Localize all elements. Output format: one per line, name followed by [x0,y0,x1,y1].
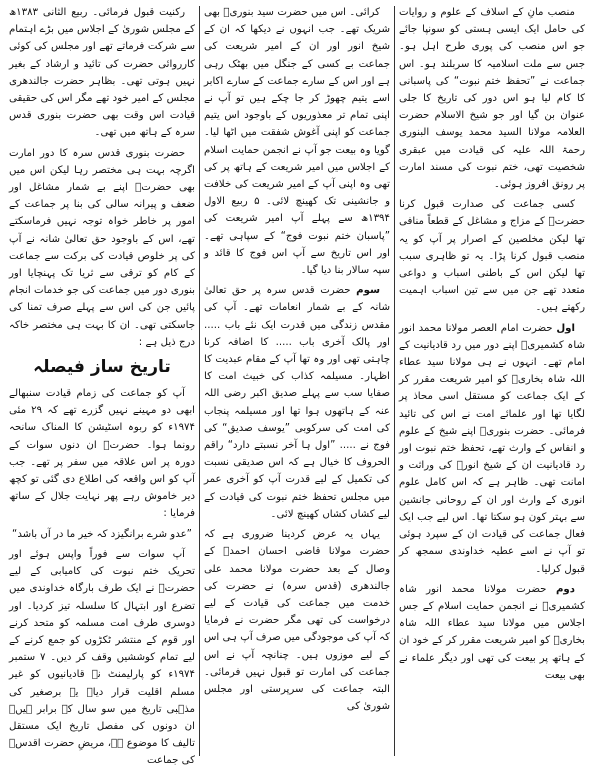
paragraph-text: حضرت مولانا محمد انور شاہ کشمیریؒ نے انجمن حمایت اسلام کے جس اجلاس میں مولانا سید عطاء اللہ شاہ بخاریؒ کو امیر شریعت مقرر کر کے خود ان کے ہاتھ پر بیعت کی تھی اور دیگر علماء نے بھی بیعت [399,583,585,681]
section-heading-first: اول [556,322,575,334]
paragraph: منصب مانِ کے اسلاف کے علوم و روایات کی حامل ایک ایسی ہستی کو سونپا جائے جو اس منصب کی پوری طرح اہل ہو۔ جس سے ملت اسلامیہ کا سربلند ہو۔ اس جماعت نے ”تحفظ ختم نبوت“ کی پاسبانی کا کام لیا ہو اس دور کی تاریخ کا جلی عنوان بن گیا اور جو شیخ الاسلام حضرت العلامہ مولانا السید محمد یوسف البنوری رحمۃ اللہ علیہ کی قیادت میں عبقری شخصیت تھی، ختم نبوت کی مسند امارت پر رونق افروز ہوئی۔ [399,7,585,191]
paragraph: حضرت بنوری قدس سرہ کا دور امارت اگرچہ بہت ہی مختصر رہا لیکن اس میں بھی حضرتؒ اپنے بے شمار مشاغل اور ضعف و پیرانہ سالی کی بنا پر جماعت کے امور پر خاطر خواہ توجہ نہیں فرماسکتے تھے، اس کے باوجود حق تعالیٰ شانہ نے آپ کی پر خلوص قیادت کی برکت سے جماعت کے کام کو ترقی سے ثریا تک پہنچایا اور بنوری دور میں جماعت کی جو خدمات انجام پائیں جن کی اس سے پہلے صرف تمنا کی جاسکتی تھی۔ ان کا بہت ہی مختصر خاکہ درج ذیل ہے : [9,147,195,348]
headline-historic-decision: تاریخ ساز فیصلہ [33,357,171,378]
verse-quote: ”عدو شرے برانگیزد کہ خیر ما در آں باشد“ [12,528,192,540]
column-right [399,4,585,758]
paragraph: آپ سوات سے فوراً واپس ہوئے اور تحریک ختم نبوت کی کامیابی کے لیے حضرتؒ نے ایک طرف بارگاہ خداوندی میں تضرع اور ابتہال کا سلسلہ تیز کردیا۔ اور دوسری طرف امت مسلمہ کو متحد کرنے اور قوم کے منتشر ٹکڑوں کو جمع کرنے کے لیے تمام کوششیں وقف کر دیں۔ ۷ ستمبر ۱۹۷۴ء کو پارلیمنٹ نے قادیانیوں کو غیر مسلم اقلیت قرار دیا۔ یہ برصغیر کی مذہبی تاریخ میں سو سال کے برابر ہیں۔ ان دونوں کی مفصل تاریخ ایک مستقل تالیف کا موضوع ہے، مریضِ حضرت اقدسؒ کی جماعت [9,548,196,767]
column-middle [204,4,390,758]
paragraph-text: حضرت امام العصر مولانا محمد انور شاہ کشمیریؒ اپنے دور میں رد قادیانیت کے امام تھے۔ انہوں نے ہی مولانا سید عطاء اللہ شاہ بخاریؒ کو امیر شریعت مقرر کر کے ایک جماعت کو مستقل اسی محاذ پر لگایا تھا اور علمائے امت نے اس کی تائید فرمائی۔ حضرت بنوریؒ اپنے شیخ کے علوم و انفاس کے وارث تھے، تحفظ ختم نبوت اور رد قادیانیت ان کے شیخ انورؒ کی وراثت و امانت تھی۔ ظاہر ہے کہ اس کامل علوم انوری کے وارث اور ان کے روحانی جانشین سے بہتر کون ہو سکتا تھا۔ اس لیے جب ایک فعال جماعت کی قیادت ان کے سپرد ہوئی تو آپ نے اسے عطیہ خداوندی سمجھ کر قبول کرلیا۔ [399,322,585,575]
section-heading-third: سوم [356,285,381,297]
section-heading-second: دوم [555,583,575,595]
paragraph-with-heading [399,581,585,684]
paragraph: کسی جماعت کی صدارت قبول کرنا حضرتؒ کے مزاج و مشاغل کے قطعاً منافی تھا لیکن مخلصین کے اصرار پر آپ کو یہ منصب قبول کرنا پڑا۔ یہ تو ظاہری سبب تھا لیکن اس کے باطنی اسباب و دواعی متعدد تھے جن میں سے تین اسباب اہمیت رکھتے ہیں۔ [399,199,585,314]
paragraph-with-heading [204,282,390,523]
paragraph: رکنیت قبول فرمائی۔ ربیع الثانی ۱۳۸۳ھ کے مجلس شوریٰ کے اجلاس میں بڑے اہتمام سے شرکت فرماتے تھے اور مجلس کی کوئی کارروائی حضرت کی تائید و ارشاد کے بغیر نہیں ہوتی تھی۔ بظاہر حضرت جالندھری مجلس کے امیر خود تھے مگر اس کی حقیقی قیادت اس وقت بھی حضرت بنوری قدس سرہ کے ہاتھ میں تھی۔ [9,7,195,139]
paragraph-text: حضرت قدس سرہ پر حق تعالیٰ شانہ کے بے شمار انعامات تھے۔ آپ کی مقدس زندگی میں قدرت ایک نئے باب ..... اور پالک آخری باب ..... کا اضافہ کرنا چاہتی تھی اور وہ تھا آپ کے مقام عبدیت کا اظہار۔ مسیلمہ کذاب کی خبیث امت کا صفایا سب سے پہلے صدیق اکبر رضی اللہ عنہ کے ہاتھوں ہوا تھا اور مسیلمہ پنجاب کی امت کی سرکوبی ”یوسف صدیق“ کی فوج نے ..... ”اول ہا آخر نسبتے دارد“ راقم الحروف کا خیال ہے کہ اس صدیقی نسبت کی تکمیل کے لیے قدرت آپ کو آخری عمر میں مجلس تحفظ ختم نبوت کی قیادت کے لیے کشاں کشاں کھینچ لائی۔ [204,285,390,520]
paragraph: آپ کو جماعت کی زمام قیادت سنبھالے ابھی دو مہینے نہیں گزرے تھے کہ ۲۹ مئی ۱۹۷۴ء کو ربوہ اسٹیشن کا المناک سانحہ رونما ہوا۔ حضرتؒ ان دنوں سوات کے دورہ پر اس علاقہ میں سفر پر تھے۔ جب آپ کو اس واقعہ کی اطلاع دی گئی تو کچھ دیر خاموش رہے پھر نہایت جلال کے ساتھ فرمایا : [9,388,195,520]
paragraph-with-heading [399,320,585,578]
paragraph: کرائی۔ اس میں حضرت سید بنوریؒ بھی شریک تھے۔ جب انہوں نے دیکھا کہ ان کے شیخ انور اور ان کے امیر شریعت کی جماعت بے کسی کے جنگل میں بھٹک رہی ہے اور اس کے سارے جماعت کے سارے اکابر اسے یتیم چھوڑ کر جا چکے ہیں تو آپ نے اپنی تمام تر معذوریوں کے باوجود اس یتیم جماعت کو اپنی آغوش شفقت میں اٹھا لیا۔ گویا وہ بیعت جو آپ نے انجمن حمایت اسلام کے اجلاس میں امیر شریعت کے ہاتھ پر کی تھی وہ اپنی آپ کے امیر شریعت کی خلافت و جانشینی تک کھینچ لائی۔ ۵ ربیع الاول ۱۳۹۴ھ سے پہلے آپ امیر شریعت کی ”پاسبان ختم نبوت فوج“ کے سپاہی تھے۔ اور اس تاریخ سے آپ اس فوج کا قائد و سپہ سالار بنا دیا گیا۔ [204,7,390,277]
column-left [9,4,196,767]
column-divider-left [199,6,200,756]
column-divider-right [394,6,395,756]
paragraph: یہاں یہ عرض کردینا ضروری ہے کہ حضرت مولانا قاضی احسان احمدؒ کے وصال کے بعد حضرت مولانا محمد علی جالندھری (قدس سرہ) نے حضرت کی خدمت میں جماعت کی قیادت کے لیے درخواست کی تھی مگر حضرت نے فرمایا کہ آپ کی موجودگی میں صرف آپ ہی اس کے لیے موزوں ہیں۔ چنانچہ آپ نے اس جماعت کی امارت تو قبول نہیں فرمائی۔ البتہ جماعت کی سرپرستی اور مجلس شوریٰ کی [204,529,390,713]
